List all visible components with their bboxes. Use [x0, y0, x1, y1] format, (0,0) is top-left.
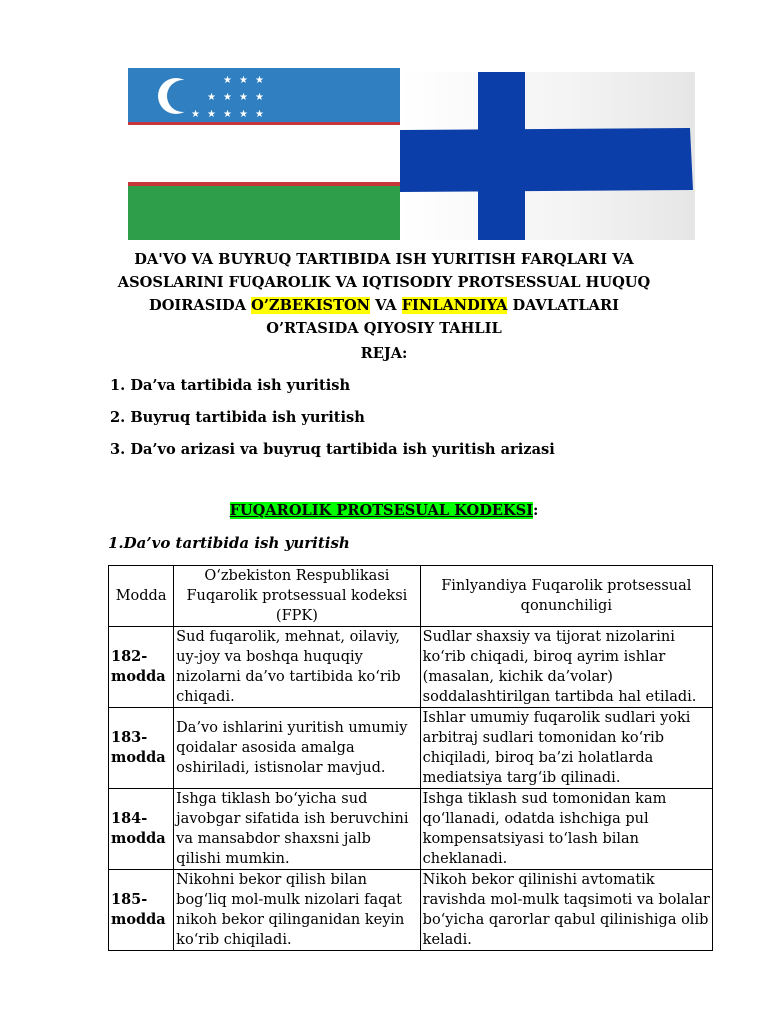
- table-row: [109, 789, 713, 870]
- svg-text:★: ★: [207, 109, 216, 120]
- code-heading: [0, 502, 768, 519]
- svg-text:★: ★: [191, 109, 200, 120]
- uzbekistan-cell: Nikohni bekor qilish bilan bog‘liq mol-mulk nizolari faqat nikoh bekor qilinganidan keyin ko‘rib chiqiladi.: [174, 870, 420, 951]
- code-heading-text: FUQAROLIK PROTSESUAL KODEKSI: [229, 502, 534, 519]
- plan-item: 2. Buyruq tartibida ish yuritish: [110, 409, 365, 426]
- modda-cell: 185-modda: [109, 870, 174, 951]
- svg-text:★: ★: [239, 75, 248, 86]
- finland-flag: [400, 68, 695, 240]
- svg-text:★: ★: [223, 92, 232, 103]
- table-header-row: [109, 566, 713, 627]
- svg-text:★: ★: [255, 75, 264, 86]
- section-title: 1.Da’vo tartibida ish yuritish: [108, 534, 350, 552]
- header-finland: Finlyandiya Fuqarolik protsessual qonunchiligi: [420, 566, 712, 627]
- table-row: [109, 870, 713, 951]
- plan-item: 1. Da’va tartibida ish yuritish: [110, 377, 351, 394]
- finland-cell: Ishlar umumiy fuqarolik sudlari yoki arbitraj sudlari tomonidan ko‘rib chiqiladi, biroq ba’zi holatlarda mediatsiya targ‘ib qilinadi.: [420, 708, 712, 789]
- uzbekistan-cell: Ishga tiklash bo‘yicha sud javobgar sifatida ish beruvchini va mansabdor shaxsni jalb qilishi mumkin.: [174, 789, 420, 870]
- flags-banner: [128, 68, 695, 240]
- finland-cell: Sudlar shaxsiy va tijorat nizolarini ko‘rib chiqadi, biroq ayrim ishlar (masalan, kichik da’volar) soddalashtirilgan tartibda hal etiladi.: [420, 627, 712, 708]
- plan-heading: REJA:: [360, 345, 408, 362]
- svg-text:★: ★: [239, 109, 248, 120]
- title-part1: DA'VO VA BUYRUQ TARTIBIDA ISH YURITISH FARQLARI VA ASOSLARINI FUQAROLIK VA IQTISODIY PROTSESSUAL HUQUQ DOIRASIDA: [117, 251, 651, 314]
- comparison-table: [108, 565, 713, 951]
- table-row: [109, 627, 713, 708]
- modda-cell: 183-modda: [109, 708, 174, 789]
- svg-text:★: ★: [255, 109, 264, 120]
- uzbekistan-cell: Sud fuqarolik, mehnat, oilaviy, uy-joy va boshqa huquqiy nizolarni da’vo tartibida ko‘rib chiqadi.: [174, 627, 420, 708]
- modda-cell: 182-modda: [109, 627, 174, 708]
- title-country-finland: FINLANDIYA: [401, 297, 508, 314]
- title-mid: VA: [370, 297, 402, 314]
- svg-text:★: ★: [223, 109, 232, 120]
- document-title: [105, 248, 663, 340]
- svg-text:★: ★: [207, 92, 216, 103]
- modda-cell: 184-modda: [109, 789, 174, 870]
- finland-cell: Ishga tiklash sud tomonidan kam qo‘llanadi, odatda ishchiga pul kompensatsiyasi to‘lash bilan cheklanadi.: [420, 789, 712, 870]
- plan-item: 3. Da’vo arizasi va buyruq tartibida ish yuritish arizasi: [110, 441, 555, 458]
- header-modda: Modda: [109, 566, 174, 627]
- svg-text:★: ★: [239, 92, 248, 103]
- uzbekistan-flag: [128, 68, 400, 240]
- header-uzbekistan: O‘zbekiston Respublikasi Fuqarolik protsessual kodeksi (FPK): [174, 566, 420, 627]
- finland-cell: Nikoh bekor qilinishi avtomatik ravishda mol-mulk taqsimoti va bolalar bo‘yicha qarorlar qabul qilinishiga olib keladi.: [420, 870, 712, 951]
- title-country-uzbekistan: O’ZBEKISTON: [251, 297, 370, 314]
- title-part2: DAVLATLARI O’RTASIDA QIYOSIY TAHLIL: [266, 297, 619, 337]
- code-heading-colon: :: [533, 502, 539, 519]
- uzbekistan-cell: Da’vo ishlarini yuritish umumiy qoidalar asosida amalga oshiriladi, istisnolar mavjud.: [174, 708, 420, 789]
- svg-text:★: ★: [255, 92, 264, 103]
- table-row: [109, 708, 713, 789]
- svg-text:★: ★: [223, 75, 232, 86]
